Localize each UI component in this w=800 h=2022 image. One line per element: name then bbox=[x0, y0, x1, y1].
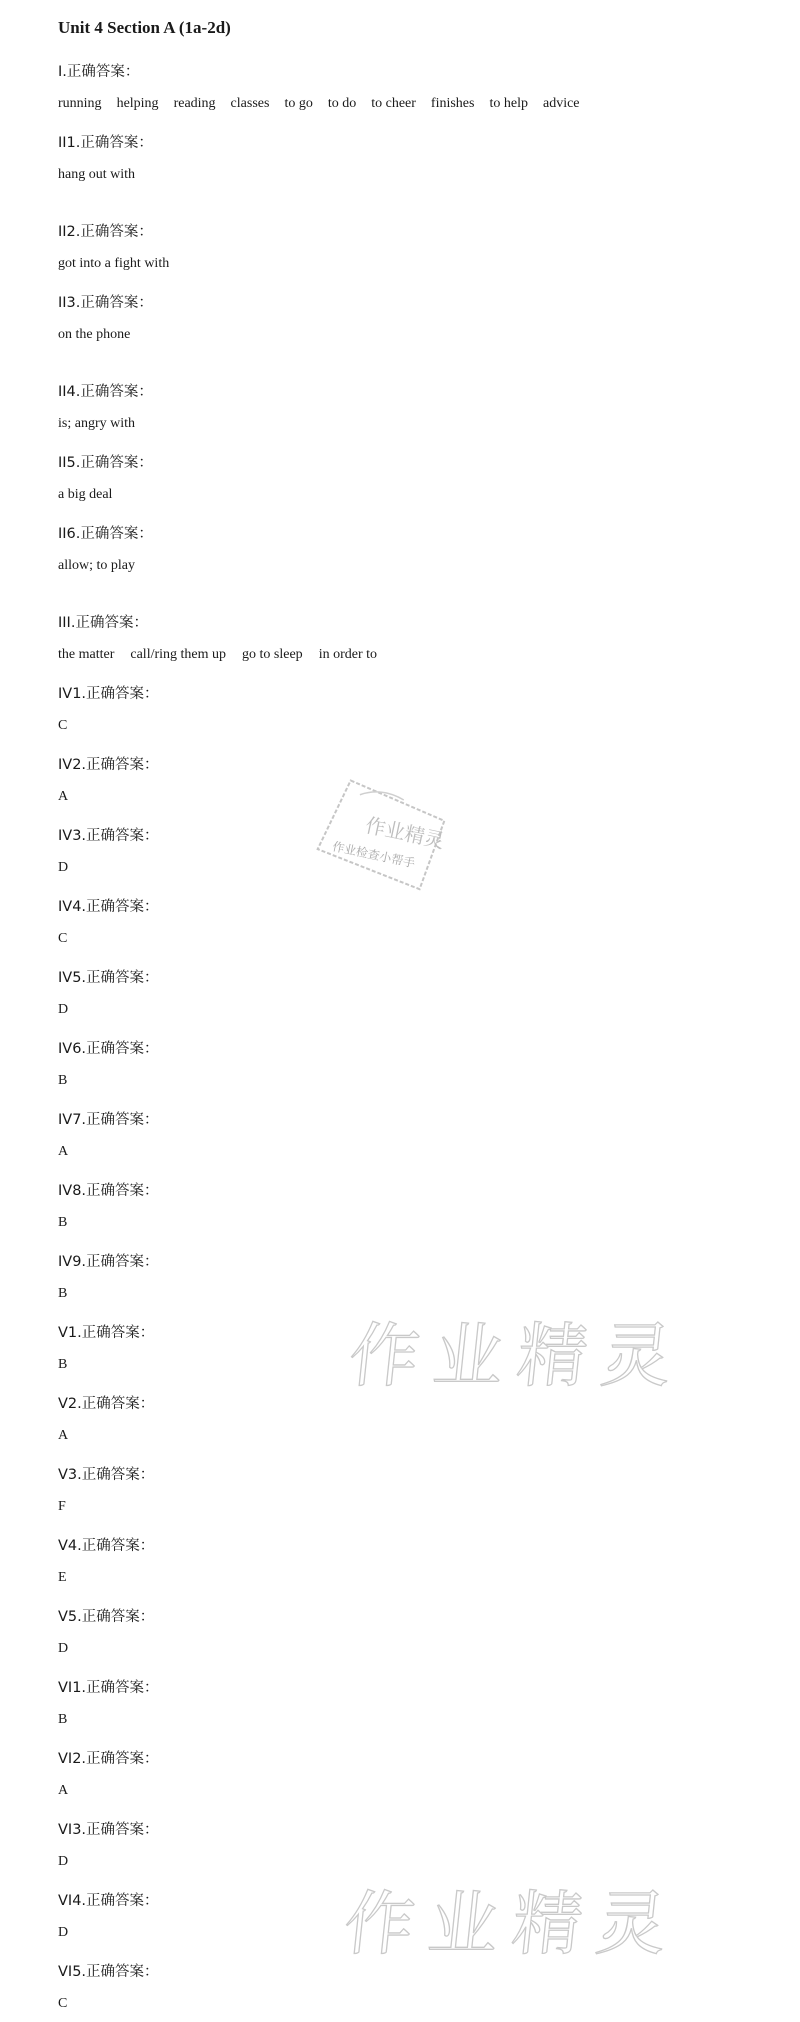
answer-text: B bbox=[58, 1286, 68, 1301]
section-label: IV5.正确答案： bbox=[58, 970, 159, 986]
answer-word: to cheer bbox=[371, 96, 416, 111]
section-label: III.正确答案： bbox=[58, 615, 148, 631]
answer-word: to go bbox=[284, 96, 313, 111]
answer-text: allow; to play bbox=[58, 558, 135, 573]
section-label: IV7.正确答案： bbox=[58, 1112, 159, 1128]
watermark-text: 作业精灵 bbox=[340, 1883, 685, 1965]
answer-phrase: in order to bbox=[318, 647, 378, 662]
answer-phrase: call/ring them up bbox=[130, 647, 227, 662]
answer-text: D bbox=[58, 1854, 69, 1869]
answer-word: running bbox=[58, 96, 102, 111]
section-label: II6.正确答案： bbox=[58, 526, 153, 542]
section-label: IV4.正确答案： bbox=[58, 899, 159, 915]
answer-text: B bbox=[58, 1073, 68, 1088]
answer-word: classes bbox=[230, 96, 270, 111]
section-label: II3.正确答案： bbox=[58, 295, 153, 311]
answer-text: A bbox=[58, 1144, 69, 1159]
answer-word-list bbox=[58, 96, 595, 112]
section-label: VI2.正确答案： bbox=[58, 1751, 159, 1767]
answer-word: advice bbox=[542, 96, 580, 111]
answer-text: E bbox=[58, 1570, 67, 1585]
answer-text: B bbox=[58, 1357, 68, 1372]
answer-text: a big deal bbox=[58, 487, 113, 502]
section-label: IV8.正确答案： bbox=[58, 1183, 159, 1199]
answer-text: is; angry with bbox=[58, 416, 135, 431]
answer-text: got into a fight with bbox=[58, 256, 170, 271]
answer-phrase-list bbox=[58, 647, 393, 663]
section-label: IV9.正确答案： bbox=[58, 1254, 159, 1270]
answer-text: D bbox=[58, 1641, 69, 1656]
section-label: V5.正确答案： bbox=[58, 1609, 155, 1625]
answer-word: to do bbox=[327, 96, 357, 111]
answer-text: C bbox=[58, 1996, 68, 2011]
answer-phrase: go to sleep bbox=[242, 647, 303, 662]
answer-word: reading bbox=[173, 96, 216, 111]
section-label: V2.正确答案： bbox=[58, 1396, 155, 1412]
stamp-watermark-graphic bbox=[302, 767, 460, 903]
section-label: IV1.正确答案： bbox=[58, 686, 159, 702]
section-label: VI3.正确答案： bbox=[58, 1822, 159, 1838]
section-label: IV2.正确答案： bbox=[58, 757, 159, 773]
answer-text: C bbox=[58, 931, 68, 946]
answer-word: finishes bbox=[430, 96, 475, 111]
section-label: IV6.正确答案： bbox=[58, 1041, 159, 1057]
answer-text: D bbox=[58, 1925, 69, 1940]
answer-text: C bbox=[58, 718, 68, 733]
stamp-title: 作业精灵 bbox=[363, 812, 447, 853]
answer-word: helping bbox=[116, 96, 159, 111]
answer-text: on the phone bbox=[58, 327, 131, 342]
answer-text: A bbox=[58, 789, 69, 804]
section-label: II5.正确答案： bbox=[58, 455, 153, 471]
section-label: V4.正确答案： bbox=[58, 1538, 155, 1554]
answer-text: B bbox=[58, 1712, 68, 1727]
answer-phrase: the matter bbox=[58, 647, 115, 662]
section-label: VI4.正确答案： bbox=[58, 1893, 159, 1909]
section-label: V1.正确答案： bbox=[58, 1325, 155, 1341]
answer-text: D bbox=[58, 860, 69, 875]
section-label: V3.正确答案： bbox=[58, 1467, 155, 1483]
section-label: II4.正确答案： bbox=[58, 384, 153, 400]
answer-text: hang out with bbox=[58, 167, 135, 182]
watermark-text: 作业精灵 bbox=[345, 1315, 690, 1397]
answer-text: D bbox=[58, 1002, 69, 1017]
section-label: II2.正确答案： bbox=[58, 224, 153, 240]
answer-word: to help bbox=[489, 96, 528, 111]
section-label: VI1.正确答案： bbox=[58, 1680, 159, 1696]
section-label: I.正确答案： bbox=[58, 64, 140, 80]
answer-text: F bbox=[58, 1499, 66, 1514]
section-label: II1.正确答案： bbox=[58, 135, 153, 151]
stamp-watermark bbox=[302, 767, 460, 903]
stamp-subtitle: 作业检查小帮手 bbox=[331, 839, 417, 871]
page-title: Unit 4 Section A (1a-2d) bbox=[58, 18, 231, 37]
section-label: IV3.正确答案： bbox=[58, 828, 159, 844]
answer-text: A bbox=[58, 1783, 69, 1798]
section-label: VI5.正确答案： bbox=[58, 1964, 159, 1980]
answer-text: A bbox=[58, 1428, 69, 1443]
answer-text: B bbox=[58, 1215, 68, 1230]
